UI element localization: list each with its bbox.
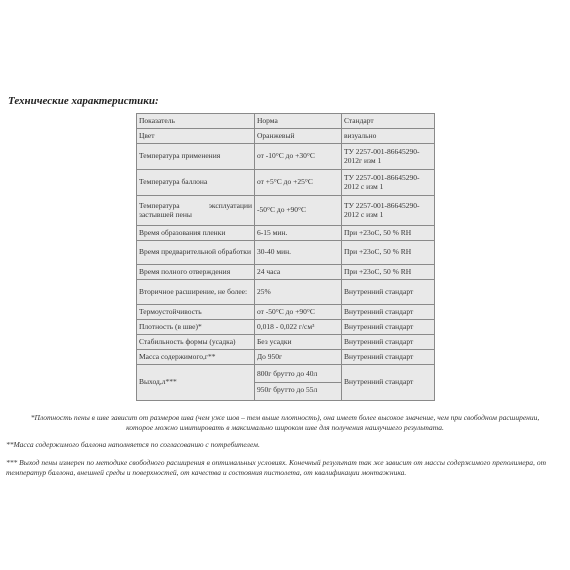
table-cell: от -50°С до +90°С [255,305,342,320]
table-row [137,241,435,265]
table-cell: 24 часа [255,265,342,280]
table-cell: Внутренний стандарт [342,350,435,365]
table-cell: Внутренний стандарт [342,305,435,320]
table-cell: Внутренний стандарт [342,335,435,350]
table-cell: Время предварительной обработки [137,241,255,265]
table-cell: -50°С до +90°С [255,196,342,226]
table-cell: Время образования пленки [137,226,255,241]
footnote-density: *Плотность пены в шве зависит от размеров шва (чем уже шов – тем выше плотность), она имеет более высокое значение, чем при свободном расширении, которое можно имитировать в максимально широком шве для получения наилучшего результата. [30,413,540,433]
table-cell: Температура баллона [137,170,255,196]
table-cell: Стандарт [342,114,435,129]
footnote-yield: *** Выход пены измерен по методике свободного расширения в оптимальных условиях. Конечный результат так же зависит от массы содержимого преполимера, от температур баллона, внешней среды и поверхностей, от качества и состояния пистолета, от квалификации монтажника. [6,458,546,478]
table-header-row [137,114,435,129]
table-cell: Показатель [137,114,255,129]
table-cell: ТУ 2257-001-86645290-2012 с изм 1 [342,170,435,196]
table-cell: Термоустойчивость [137,305,255,320]
table-row [137,280,435,305]
table-row [137,350,435,365]
table-cell: До 950г [255,350,342,365]
table-cell: Масса содержимого,г** [137,350,255,365]
table-cell: 25% [255,280,342,305]
table-row [137,129,435,144]
table-cell: При +23оС, 50 % RH [342,265,435,280]
table-row [137,265,435,280]
table-cell: При +23оС, 50 % RH [342,226,435,241]
table-cell: 30-40 мин. [255,241,342,265]
table-cell: Время полного отверждения [137,265,255,280]
table-cell: Температура эксплуатации застывшей пены [137,196,255,226]
table-cell: Без усадки [255,335,342,350]
table-cell: 0,018 - 0,022 г/см³ [255,320,342,335]
table-cell: Плотность (в шве)* [137,320,255,335]
specs-table-body [137,114,435,401]
table-cell: Вторичное расширение, не более: [137,280,255,305]
table-cell: Выход,л*** [137,365,255,401]
yield-line-950: 950г брутто до 55л [255,382,341,395]
table-cell: Внутренний стандарт [342,320,435,335]
table-cell: от +5°С до +25°С [255,170,342,196]
table-row [137,365,435,401]
table-row [137,144,435,170]
table-cell: ТУ 2257-001-86645290-2012г изм 1 [342,144,435,170]
table-cell: Оранжевый [255,129,342,144]
section-heading: Технические характеристики: [8,95,159,107]
table-row [137,335,435,350]
table-cell: от -10°С до +30°С [255,144,342,170]
table-cell: При +23оС, 50 % RH [342,241,435,265]
table-row [137,196,435,226]
table-cell: 6-15 мин. [255,226,342,241]
table-cell: визуально [342,129,435,144]
footnote-mass: **Масса содержимого баллона наполняется по согласованию с потребителем. [6,440,260,449]
table-cell: Внутренний стандарт [342,280,435,305]
yield-line-800: 800г брутто до 40л [257,369,318,379]
table-cell: Стабильность формы (усадка) [137,335,255,350]
table-row [137,226,435,241]
table-cell: ТУ 2257-001-86645290-2012 с изм 1 [342,196,435,226]
table-cell: Цвет [137,129,255,144]
table-row [137,320,435,335]
table-row [137,305,435,320]
table-cell: Температура применения [137,144,255,170]
table-cell: Внутренний стандарт [342,365,435,401]
specs-table [136,113,435,401]
table-cell-split [255,365,342,401]
table-cell: Норма [255,114,342,129]
table-row [137,170,435,196]
